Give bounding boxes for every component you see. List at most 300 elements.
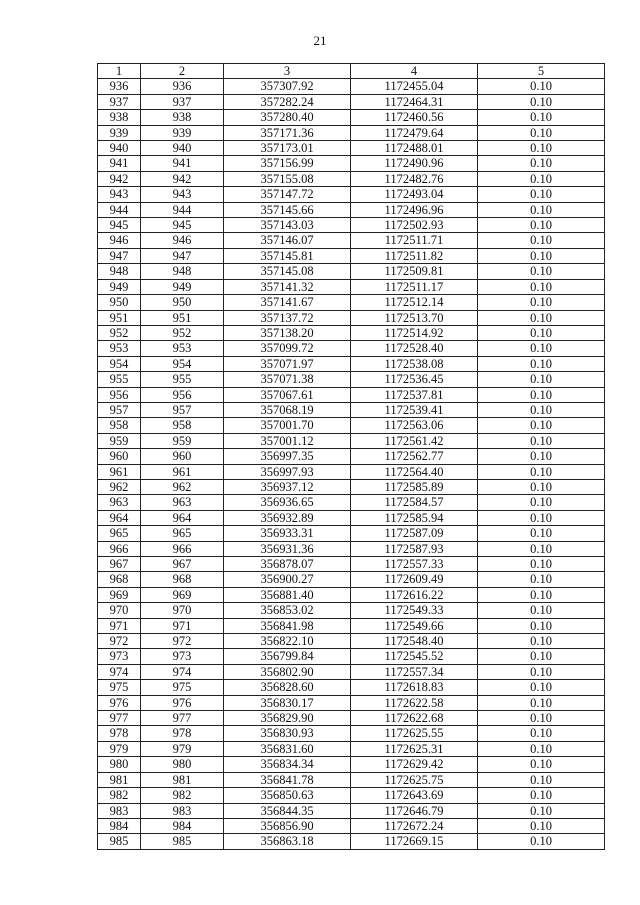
table-cell-col-3: 356900.27	[224, 572, 351, 587]
table-cell-col-4: 1172585.89	[351, 479, 478, 494]
table-row	[98, 741, 605, 756]
table-cell-col-1: 945	[98, 218, 141, 233]
table-cell-col-5: 0.10	[478, 341, 605, 356]
table-cell-col-4: 1172622.68	[351, 711, 478, 726]
table-cell-col-4: 1172669.15	[351, 834, 478, 849]
table-cell-col-2: 970	[141, 603, 224, 618]
header-cell-3: 3	[224, 64, 351, 79]
table-cell-col-2: 939	[141, 125, 224, 140]
table-cell-col-5: 0.10	[478, 325, 605, 340]
table-cell-col-3: 357280.40	[224, 110, 351, 125]
table-cell-col-5: 0.10	[478, 711, 605, 726]
table-cell-col-1: 936	[98, 79, 141, 94]
table-cell-col-4: 1172564.40	[351, 464, 478, 479]
table-cell-col-5: 0.10	[478, 202, 605, 217]
table-cell-col-1: 980	[98, 757, 141, 772]
table-cell-col-4: 1172460.56	[351, 110, 478, 125]
table-cell-col-1: 983	[98, 803, 141, 818]
table-cell-col-4: 1172496.96	[351, 202, 478, 217]
table-cell-col-4: 1172455.04	[351, 79, 478, 94]
table-cell-col-2: 936	[141, 79, 224, 94]
table-cell-col-5: 0.10	[478, 757, 605, 772]
table-cell-col-5: 0.10	[478, 649, 605, 664]
table-cell-col-5: 0.10	[478, 156, 605, 171]
table-cell-col-3: 357145.81	[224, 248, 351, 263]
table-cell-col-4: 1172625.31	[351, 741, 478, 756]
table-cell-col-4: 1172629.42	[351, 757, 478, 772]
table-cell-col-5: 0.10	[478, 171, 605, 186]
table-cell-col-4: 1172616.22	[351, 587, 478, 602]
table-cell-col-5: 0.10	[478, 279, 605, 294]
table-cell-col-1: 970	[98, 603, 141, 618]
table-cell-col-5: 0.10	[478, 680, 605, 695]
table-cell-col-2: 968	[141, 572, 224, 587]
table-cell-col-2: 940	[141, 141, 224, 156]
table-cell-col-3: 357146.07	[224, 233, 351, 248]
table-cell-col-2: 964	[141, 510, 224, 525]
table-cell-col-1: 961	[98, 464, 141, 479]
table-row	[98, 110, 605, 125]
table-cell-col-1: 968	[98, 572, 141, 587]
table-cell-col-1: 975	[98, 680, 141, 695]
table-row	[98, 618, 605, 633]
table-row	[98, 356, 605, 371]
table-row	[98, 279, 605, 294]
table-cell-col-5: 0.10	[478, 587, 605, 602]
table-cell-col-5: 0.10	[478, 310, 605, 325]
table-cell-col-5: 0.10	[478, 141, 605, 156]
table-cell-col-3: 356853.02	[224, 603, 351, 618]
table-cell-col-4: 1172511.82	[351, 248, 478, 263]
table-row	[98, 680, 605, 695]
table-cell-col-4: 1172490.96	[351, 156, 478, 171]
table-cell-col-5: 0.10	[478, 79, 605, 94]
table-row	[98, 572, 605, 587]
table-row	[98, 587, 605, 602]
table-cell-col-1: 955	[98, 372, 141, 387]
table-cell-col-3: 357141.32	[224, 279, 351, 294]
table-cell-col-3: 357145.08	[224, 264, 351, 279]
table-cell-col-3: 356841.78	[224, 772, 351, 787]
table-row	[98, 664, 605, 679]
table-cell-col-4: 1172562.77	[351, 449, 478, 464]
table-cell-col-4: 1172539.41	[351, 402, 478, 417]
table-cell-col-1: 953	[98, 341, 141, 356]
table-cell-col-4: 1172563.06	[351, 418, 478, 433]
table-cell-col-2: 941	[141, 156, 224, 171]
table-row	[98, 557, 605, 572]
table-cell-col-5: 0.10	[478, 541, 605, 556]
table-row	[98, 634, 605, 649]
table-cell-col-3: 357155.08	[224, 171, 351, 186]
table-row	[98, 788, 605, 803]
table-row	[98, 834, 605, 849]
table-cell-col-1: 942	[98, 171, 141, 186]
table-cell-col-2: 978	[141, 726, 224, 741]
table-cell-col-3: 357147.72	[224, 187, 351, 202]
table-cell-col-4: 1172557.33	[351, 557, 478, 572]
table-cell-col-4: 1172646.79	[351, 803, 478, 818]
table-cell-col-2: 983	[141, 803, 224, 818]
table-cell-col-3: 357068.19	[224, 402, 351, 417]
table-cell-col-1: 976	[98, 695, 141, 710]
table-cell-col-4: 1172493.04	[351, 187, 478, 202]
table-cell-col-1: 964	[98, 510, 141, 525]
table-row	[98, 202, 605, 217]
table-cell-col-5: 0.10	[478, 664, 605, 679]
table-cell-col-5: 0.10	[478, 788, 605, 803]
table-cell-col-1: 951	[98, 310, 141, 325]
table-cell-col-4: 1172609.49	[351, 572, 478, 587]
table-cell-col-2: 954	[141, 356, 224, 371]
table-cell-col-4: 1172622.58	[351, 695, 478, 710]
table-row	[98, 479, 605, 494]
table-cell-col-3: 356933.31	[224, 526, 351, 541]
table-cell-col-3: 357138.20	[224, 325, 351, 340]
table-cell-col-4: 1172479.64	[351, 125, 478, 140]
table-cell-col-5: 0.10	[478, 479, 605, 494]
table-cell-col-5: 0.10	[478, 618, 605, 633]
header-cell-5: 5	[478, 64, 605, 79]
table-cell-col-1: 972	[98, 634, 141, 649]
table-cell-col-5: 0.10	[478, 818, 605, 833]
table-cell-col-4: 1172502.93	[351, 218, 478, 233]
table-cell-col-4: 1172584.57	[351, 495, 478, 510]
table-cell-col-2: 966	[141, 541, 224, 556]
table-cell-col-1: 954	[98, 356, 141, 371]
table-row	[98, 325, 605, 340]
table-cell-col-2: 952	[141, 325, 224, 340]
table-cell-col-2: 953	[141, 341, 224, 356]
table-cell-col-2: 976	[141, 695, 224, 710]
table-cell-col-1: 948	[98, 264, 141, 279]
table-cell-col-3: 357071.38	[224, 372, 351, 387]
header-cell-4: 4	[351, 64, 478, 79]
table-cell-col-3: 356932.89	[224, 510, 351, 525]
table-cell-col-2: 960	[141, 449, 224, 464]
table-row	[98, 233, 605, 248]
table-cell-col-2: 977	[141, 711, 224, 726]
table-cell-col-3: 357173.01	[224, 141, 351, 156]
table-cell-col-4: 1172488.01	[351, 141, 478, 156]
table-cell-col-4: 1172587.09	[351, 526, 478, 541]
table-cell-col-3: 357001.70	[224, 418, 351, 433]
table-cell-col-1: 950	[98, 295, 141, 310]
table-cell-col-5: 0.10	[478, 187, 605, 202]
table-row	[98, 372, 605, 387]
table-cell-col-2: 943	[141, 187, 224, 202]
table-cell-col-2: 955	[141, 372, 224, 387]
table-cell-col-2: 957	[141, 402, 224, 417]
table-cell-col-4: 1172545.52	[351, 649, 478, 664]
table-row	[98, 295, 605, 310]
table-row	[98, 187, 605, 202]
table-row	[98, 757, 605, 772]
table-cell-col-5: 0.10	[478, 418, 605, 433]
table-cell-col-1: 973	[98, 649, 141, 664]
header-row	[98, 64, 605, 79]
table-cell-col-1: 959	[98, 433, 141, 448]
table-cell-col-2: 956	[141, 387, 224, 402]
table-cell-col-2: 948	[141, 264, 224, 279]
table-cell-col-2: 962	[141, 479, 224, 494]
table-cell-col-1: 963	[98, 495, 141, 510]
header-cell-1: 1	[98, 64, 141, 79]
table-cell-col-5: 0.10	[478, 526, 605, 541]
table-cell-col-2: 984	[141, 818, 224, 833]
table-cell-col-4: 1172514.92	[351, 325, 478, 340]
table-row	[98, 541, 605, 556]
table-row	[98, 418, 605, 433]
table-cell-col-5: 0.10	[478, 510, 605, 525]
table-cell-col-1: 985	[98, 834, 141, 849]
table-cell-col-5: 0.10	[478, 248, 605, 263]
table-cell-col-3: 356937.12	[224, 479, 351, 494]
table-cell-col-2: 945	[141, 218, 224, 233]
table-cell-col-3: 356799.84	[224, 649, 351, 664]
table-cell-col-4: 1172537.81	[351, 387, 478, 402]
table-cell-col-3: 356931.36	[224, 541, 351, 556]
table-row	[98, 464, 605, 479]
table-cell-col-5: 0.10	[478, 387, 605, 402]
table-cell-col-5: 0.10	[478, 772, 605, 787]
table-cell-col-1: 977	[98, 711, 141, 726]
table-cell-col-3: 356822.10	[224, 634, 351, 649]
table-cell-col-5: 0.10	[478, 803, 605, 818]
table-row	[98, 341, 605, 356]
table-cell-col-1: 969	[98, 587, 141, 602]
table-cell-col-3: 357156.99	[224, 156, 351, 171]
table-cell-col-5: 0.10	[478, 634, 605, 649]
table-cell-col-4: 1172643.69	[351, 788, 478, 803]
table-cell-col-4: 1172548.40	[351, 634, 478, 649]
table-cell-col-2: 974	[141, 664, 224, 679]
table-row	[98, 248, 605, 263]
table-body	[98, 79, 605, 849]
table-cell-col-3: 356997.35	[224, 449, 351, 464]
table-row	[98, 510, 605, 525]
table-cell-col-3: 357099.72	[224, 341, 351, 356]
table-cell-col-3: 357001.12	[224, 433, 351, 448]
table-row	[98, 495, 605, 510]
table-row	[98, 818, 605, 833]
table-cell-col-1: 981	[98, 772, 141, 787]
table-cell-col-4: 1172538.08	[351, 356, 478, 371]
table-cell-col-4: 1172561.42	[351, 433, 478, 448]
table-cell-col-3: 357171.36	[224, 125, 351, 140]
table-cell-col-4: 1172511.71	[351, 233, 478, 248]
table-cell-col-5: 0.10	[478, 125, 605, 140]
table-cell-col-1: 943	[98, 187, 141, 202]
table-cell-col-4: 1172549.33	[351, 603, 478, 618]
table-cell-col-2: 959	[141, 433, 224, 448]
table-row	[98, 726, 605, 741]
table-cell-col-5: 0.10	[478, 449, 605, 464]
table-cell-col-2: 981	[141, 772, 224, 787]
table-cell-col-2: 949	[141, 279, 224, 294]
table-cell-col-4: 1172528.40	[351, 341, 478, 356]
table-cell-col-3: 356844.35	[224, 803, 351, 818]
table-row	[98, 79, 605, 94]
table-row	[98, 310, 605, 325]
table-cell-col-4: 1172587.93	[351, 541, 478, 556]
table-cell-col-3: 356841.98	[224, 618, 351, 633]
table-row	[98, 449, 605, 464]
table-row	[98, 603, 605, 618]
table-cell-col-5: 0.10	[478, 218, 605, 233]
table-cell-col-2: 937	[141, 94, 224, 109]
table-cell-col-5: 0.10	[478, 741, 605, 756]
table-cell-col-5: 0.10	[478, 464, 605, 479]
table-cell-col-2: 947	[141, 248, 224, 263]
table-row	[98, 156, 605, 171]
table-cell-col-2: 963	[141, 495, 224, 510]
table-cell-col-3: 356936.65	[224, 495, 351, 510]
table-cell-col-5: 0.10	[478, 603, 605, 618]
coordinates-table	[97, 63, 605, 850]
table-cell-col-3: 356850.63	[224, 788, 351, 803]
table-cell-col-2: 973	[141, 649, 224, 664]
table-cell-col-1: 984	[98, 818, 141, 833]
table-cell-col-5: 0.10	[478, 695, 605, 710]
table-cell-col-1: 982	[98, 788, 141, 803]
table-cell-col-2: 958	[141, 418, 224, 433]
table-row	[98, 171, 605, 186]
table-cell-col-3: 356881.40	[224, 587, 351, 602]
table-cell-col-2: 980	[141, 757, 224, 772]
table-cell-col-4: 1172512.14	[351, 295, 478, 310]
table-cell-col-5: 0.10	[478, 495, 605, 510]
table-cell-col-3: 356831.60	[224, 741, 351, 756]
table-cell-col-4: 1172625.55	[351, 726, 478, 741]
table-cell-col-5: 0.10	[478, 94, 605, 109]
table-cell-col-1: 946	[98, 233, 141, 248]
table-cell-col-5: 0.10	[478, 834, 605, 849]
table-cell-col-4: 1172618.83	[351, 680, 478, 695]
table-cell-col-2: 946	[141, 233, 224, 248]
table-cell-col-2: 950	[141, 295, 224, 310]
table-cell-col-4: 1172509.81	[351, 264, 478, 279]
table-cell-col-4: 1172585.94	[351, 510, 478, 525]
table-row	[98, 264, 605, 279]
table-row	[98, 649, 605, 664]
table-cell-col-3: 357067.61	[224, 387, 351, 402]
table-cell-col-3: 356829.90	[224, 711, 351, 726]
table-row	[98, 772, 605, 787]
table-cell-col-1: 960	[98, 449, 141, 464]
table-row	[98, 803, 605, 818]
table-cell-col-1: 971	[98, 618, 141, 633]
table-cell-col-3: 356830.93	[224, 726, 351, 741]
table-row	[98, 711, 605, 726]
table-cell-col-1: 937	[98, 94, 141, 109]
table-cell-col-3: 356830.17	[224, 695, 351, 710]
table-cell-col-3: 357282.24	[224, 94, 351, 109]
table-cell-col-2: 969	[141, 587, 224, 602]
table-cell-col-3: 356863.18	[224, 834, 351, 849]
table-cell-col-2: 975	[141, 680, 224, 695]
table-cell-col-5: 0.10	[478, 264, 605, 279]
table-cell-col-2: 965	[141, 526, 224, 541]
table-cell-col-3: 357141.67	[224, 295, 351, 310]
table-cell-col-1: 967	[98, 557, 141, 572]
table-cell-col-3: 357143.03	[224, 218, 351, 233]
table-cell-col-1: 939	[98, 125, 141, 140]
table-cell-col-5: 0.10	[478, 372, 605, 387]
table-cell-col-3: 357307.92	[224, 79, 351, 94]
table-cell-col-3: 356856.90	[224, 818, 351, 833]
table-cell-col-5: 0.10	[478, 233, 605, 248]
table-cell-col-4: 1172482.76	[351, 171, 478, 186]
table-cell-col-3: 356802.90	[224, 664, 351, 679]
table-cell-col-5: 0.10	[478, 110, 605, 125]
table-cell-col-1: 938	[98, 110, 141, 125]
table-cell-col-5: 0.10	[478, 356, 605, 371]
table-cell-col-3: 357137.72	[224, 310, 351, 325]
header-cell-2: 2	[141, 64, 224, 79]
table-cell-col-3: 357071.97	[224, 356, 351, 371]
table-cell-col-4: 1172536.45	[351, 372, 478, 387]
table-cell-col-4: 1172464.31	[351, 94, 478, 109]
table-cell-col-2: 972	[141, 634, 224, 649]
table-cell-col-3: 356997.93	[224, 464, 351, 479]
table-cell-col-1: 940	[98, 141, 141, 156]
table-cell-col-2: 985	[141, 834, 224, 849]
table-cell-col-2: 942	[141, 171, 224, 186]
table-row	[98, 141, 605, 156]
table-cell-col-1: 952	[98, 325, 141, 340]
table-cell-col-1: 962	[98, 479, 141, 494]
table-row	[98, 526, 605, 541]
table-cell-col-2: 967	[141, 557, 224, 572]
table-cell-col-3: 356828.60	[224, 680, 351, 695]
table-cell-col-4: 1172511.17	[351, 279, 478, 294]
page-number: 21	[313, 33, 327, 48]
table-cell-col-1: 965	[98, 526, 141, 541]
table-cell-col-4: 1172513.70	[351, 310, 478, 325]
table-cell-col-4: 1172549.66	[351, 618, 478, 633]
table-cell-col-4: 1172672.24	[351, 818, 478, 833]
table-cell-col-5: 0.10	[478, 726, 605, 741]
table-row	[98, 402, 605, 417]
table-cell-col-5: 0.10	[478, 295, 605, 310]
table-row	[98, 218, 605, 233]
table-cell-col-1: 944	[98, 202, 141, 217]
table-cell-col-1: 958	[98, 418, 141, 433]
table-cell-col-2: 961	[141, 464, 224, 479]
table-cell-col-1: 947	[98, 248, 141, 263]
table-cell-col-4: 1172625.75	[351, 772, 478, 787]
table-row	[98, 695, 605, 710]
table-cell-col-2: 971	[141, 618, 224, 633]
table-cell-col-1: 957	[98, 402, 141, 417]
table-cell-col-5: 0.10	[478, 402, 605, 417]
table-row	[98, 433, 605, 448]
table-cell-col-1: 974	[98, 664, 141, 679]
table-cell-col-3: 356834.34	[224, 757, 351, 772]
table-cell-col-1: 978	[98, 726, 141, 741]
table-cell-col-1: 941	[98, 156, 141, 171]
table-cell-col-2: 979	[141, 741, 224, 756]
table-cell-col-3: 357145.66	[224, 202, 351, 217]
table-cell-col-3: 356878.07	[224, 557, 351, 572]
table-cell-col-2: 982	[141, 788, 224, 803]
table-cell-col-1: 949	[98, 279, 141, 294]
table-cell-col-1: 979	[98, 741, 141, 756]
table-cell-col-5: 0.10	[478, 572, 605, 587]
table-cell-col-1: 966	[98, 541, 141, 556]
table-row	[98, 94, 605, 109]
